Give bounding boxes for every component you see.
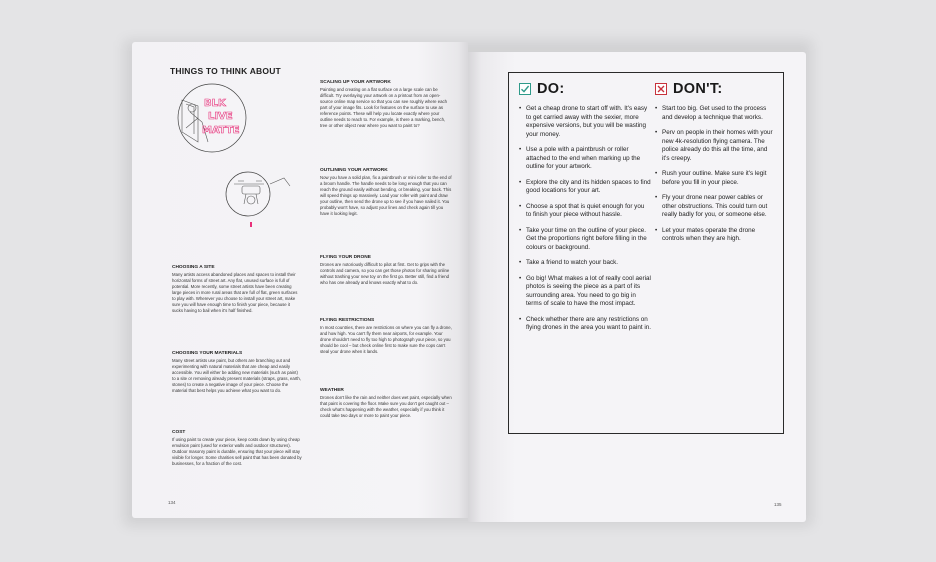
do-header (519, 81, 564, 97)
section-weather: WEATHER Drones don't like the rain and neither does wet paint, especially when that paint is covering the floor. Make sure you don't get caught out – check what's happening with the weather, especially if you think it could take two days or more to paint your piece. (320, 388, 452, 418)
left-page (132, 42, 468, 518)
page-number-right: 135 (774, 502, 782, 507)
do-item: • Go big! What makes a lot of really cool aerial photos is seeing the piece as a part of its surrounding area. You need to go big in terms of scale to have the most impact. (519, 275, 651, 309)
section-choosing-materials: CHOOSING YOUR MATERIALS Many street artists use paint, but others are branching out and experimenting with natural materials that are cheap and easily accessible. You will either be adding new materials (such as paint) to a site or removing already present materials (straps, grass, earth, stones) to create a negative image of your piece. Choose the material that best helps you achieve what you want to do. (172, 351, 301, 393)
do-list (519, 105, 651, 333)
section-flying-restrictions: FLYING RESTRICTIONS In most countries, there are restrictions on where you can fly a drone, and how high. You can't fly them near airports, for example. Your drone shouldn't need to fly too high to photograph your piece, so you should be cool – but check online first to make sure the cops can't steal your drone when it lands. (320, 318, 452, 354)
do-dont-box (508, 72, 784, 434)
section-cost: COST If using paint to create your piece, keep costs down by using cheap emulsion paint (used for exterior walls and outdoor structures). Outdoor masonry paint is durable, ensuring that your piece will stay visible for longer. Some charities sell paint that has been donated by businesses, for a fraction of the cost. (172, 430, 302, 466)
do-item: • Check whether there are any restrictions on flying drones in the area you want to paint in. (519, 316, 651, 333)
dont-header (655, 81, 723, 97)
dont-item: • Fly your drone near power cables or other obstructions. This could turn out really badly for you, or someone else. (655, 194, 775, 220)
dont-item: • Perv on people in their homes with your new 4k-resolution flying camera. The police already do this all the time, and it's creepy. (655, 129, 775, 163)
page-heading: THINGS TO THINK ABOUT (170, 66, 281, 76)
svg-text:LIVE: LIVE (208, 111, 233, 122)
do-item: • Take your time on the outline of your piece. Get the proportions right before filling in the colours or background. (519, 227, 651, 253)
section-outlining: OUTLINING YOUR ARTWORK Now you have a solid plan, fix a paintbrush or mini roller to the end of a broom handle. The handle needs to be long enough that you can reach the ground easily without bending, or breaking, your back. This will speed things up massively. Load your roller with paint and draw your outline, then send the drone up to see if you have nailed it. You probably won't have, so adjust your lines and check again till you have it looking legit. (320, 168, 452, 216)
checkbox-cross-icon (655, 83, 667, 95)
checkbox-check-icon (519, 83, 531, 95)
dont-item: • Rush your outline. Make sure it's legit before you fill in your piece. (655, 170, 775, 187)
paint-marker (250, 222, 252, 227)
do-item: • Get a cheap drone to start off with. It's easy to get carried away with the sexier, more expensive versions, but you will be wasting your money. (519, 105, 651, 139)
right-page (468, 52, 806, 522)
section-scaling-up: SCALING UP YOUR ARTWORK Painting and creating on a flat surface on a large scale can be difficult. Try overlaying your artwork on a printout from an open-source online map service so that you can see roughly where each part of your image fits. Look for features on the surface to use as reference points. These will help you locate exactly where your outline needs to reach to. For example, is there a marking, bench, tree or other object near where you want to paint to? (320, 80, 448, 128)
do-item: • Take a friend to watch your back. (519, 259, 651, 268)
drone-illustration (220, 164, 294, 234)
dont-list (655, 105, 775, 244)
section-choosing-site: CHOOSING A SITE Many artists access abandoned places and spaces to install their horizontal forms of street art. Any flat, unused surface is full of potential. More recently, some street artists have been creating large pieces in more rural areas that are full of flat, green surfaces to play with. Wherever you choose to install your street art, make sure you will have enough time to finish your piece, because it sucks having to bail when it's half finished. (172, 265, 298, 313)
do-label: DO: (537, 81, 565, 97)
do-item: • Use a pole with a paintbrush or roller attached to the end when marking up the outline for your artwork. (519, 146, 651, 172)
dont-item: • Start too big. Get used to the process and develop a technique that works. (655, 105, 775, 122)
page-number-left: 134 (168, 500, 176, 505)
dont-label: DON'T: (673, 81, 723, 97)
do-item: • Choose a spot that is quiet enough for you to finish your piece without hassle. (519, 203, 651, 220)
svg-text:MATTE: MATTE (202, 125, 240, 136)
painting-illustration (168, 82, 278, 158)
do-item: • Explore the city and its hidden spaces to find good locations for your art. (519, 179, 651, 196)
blm-graffiti-text: BLK (204, 98, 226, 109)
dont-item: • Let your mates operate the drone controls when they are high. (655, 227, 775, 244)
section-flying-drone: FLYING YOUR DRONE Drones are notoriously difficult to pilot at first. Get to grips with the controls and camera, so you can get those photos for sharing online without trashing your new toy on the first go. Better still, find a friend who has one already and knows exactly what to do. (320, 255, 450, 285)
